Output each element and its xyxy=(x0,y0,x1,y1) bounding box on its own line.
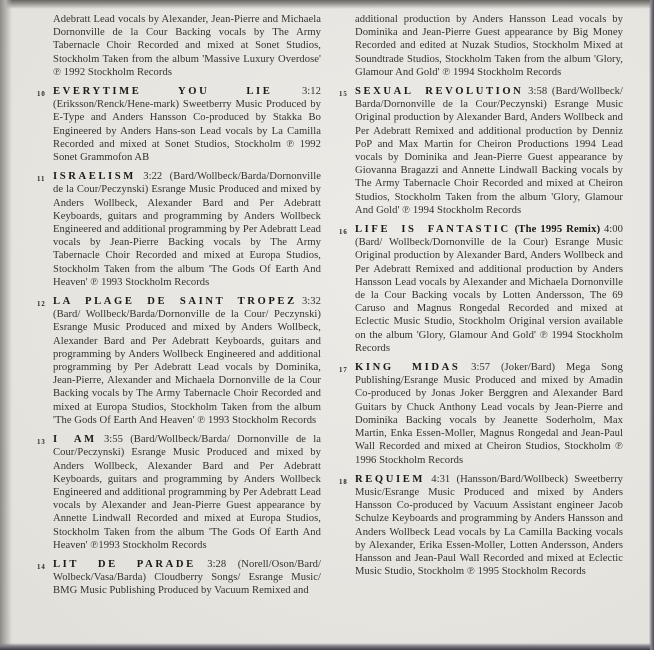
track-credits: (Hansson/Bard/Wollbeck) Sweetberry Music/Esrange Music Produced and mixed by Anders Hansson Co-produced by Vacuum Assistant engineer Jacob Schulze Keyboards and programming by Anders Hansson and Anders Wollbeck Lead vocals by La Camilla Backing vocals by Alexander, Erika Essen-Moller, Lotten Andersson, Anders Hansson and Jean-Paul Wall Recorded and mixed at Eclectic Music Studio, Stockholm ℗ 1995 Stockholm Records xyxy=(355,473,623,578)
credits-content xyxy=(36,13,622,598)
track-credits: (Eriksson/Renck/Hene-mark) Sweetberry Music Produced by E-Type and Anders Hansson Co-produced by Stakka Bo Engineered by Anders Hans-son Lead vocals by La Camilla Recorded and mixed at Sonet Studios, Stockholm ℗ 1992 Sonet Grammofon AB xyxy=(53,99,321,164)
track-entry xyxy=(36,295,321,427)
track-credits: (Bard/Wollbeck/ Barda/Dornonville de la Cour/Peczynski) Esrange Music Original production by Alexander Bard, Anders Wollbeck and Per Adebratt Remixed and additional production by Denniz PoP and Max Martin for Cheiron Productions 1994 Lead vocals by Dominika and Jean-Pierre Guest appearance by Giovanna Bragazzi and Annette Lindwall Backing vocals by The Army Tabernacle Choir Recorded and mixed at Cheiron Studios, Stockholm Taken from the album 'Glory, Glamour And Gold' ℗ 1994 Stockholm Records xyxy=(355,86,624,216)
track-entry xyxy=(338,361,623,467)
track-number: 15 xyxy=(339,91,348,99)
track-title: LA PLAGE DE SAINT TROPEZ xyxy=(53,296,297,308)
track-title: I AM xyxy=(53,434,97,446)
page-edge-right xyxy=(649,0,654,650)
page-edge-bottom xyxy=(0,643,654,650)
track-credits: (Bard/Wollbeck/Barda/Dornonville de la Cour/Peczynski) Esrange Music Produced and mixed by Anders Wollbeck, Alexander Bard and Per Adebratt Keyboards, guitars and programming by Anders Wollbeck Engineered and additional programming by Per Adebratt Lead vocals by Jean-Pierre Backing vocals by The Army Tabernacle Choir Recorded and mixed at Europa Studios, Stockholm Taken from the album 'The Gods Of Earth And Heaven' ℗ 1993 Stockholm Records xyxy=(53,171,322,288)
track-title: REQUIEM xyxy=(355,473,425,485)
track-time: 3:55 xyxy=(103,434,123,446)
column-right xyxy=(338,13,623,598)
track-time: 3:22 xyxy=(143,171,163,183)
track-entry xyxy=(338,473,623,579)
track-number: 11 xyxy=(37,176,46,184)
track-list-right xyxy=(338,85,623,578)
track-entry xyxy=(36,558,321,598)
track-number: 12 xyxy=(37,301,46,309)
track-entry xyxy=(36,433,321,552)
track-credits: (Norell/Oson/Bard/ Wolbeck/Vasa/Barda) Cloudberry Songs/ Esrange Music/ BMG Music Publishing Produced by Vacuum Remixed and xyxy=(53,558,322,597)
track-subtitle: (The 1995 Remix) xyxy=(510,224,601,236)
track-entry xyxy=(338,85,623,217)
page-edge-left xyxy=(0,0,12,650)
track-title: LIT DE PARADE xyxy=(53,558,196,570)
track-time: 3:32 xyxy=(301,296,321,308)
track-number: 16 xyxy=(339,229,348,237)
track-credits: (Bard/ Wollbeck/Dornonville de la Cour) Esrange Music Original production by Alexander Bard, Anders Wollbeck and Per Adebratt Remixed and additional production by Anders Hansson Lead vocals by Alexander and Michaela Dornonville de la Cour Backing vocals by Lotten Andersson, The 69 Caruso and Magnus Rongedal Recorded and mixed at Eclectic Music Studio, Stockholm Original version available on the album 'Glory, Glamour And Gold' ℗ 1994 Stockholm Records xyxy=(355,237,623,354)
track-title: LIFE IS FANTASTIC xyxy=(355,224,511,236)
track-title: EVERYTIME YOU LIE xyxy=(53,86,273,98)
track-number: 17 xyxy=(339,367,348,375)
track-credits: (Bard/ Wollbeck/Barda/Dornonville de la Cour/ Peczynski) Esrange Music Produced and mixed by Anders Wollbeck, Alexander Bard and Per Adebratt Keyboards, guitars and programming by Anders Wollbeck Engineered and additional programming by Per Adebratt Lead vocals by Dominika, Jean-Pierre, Alexander and Michaela Dornonville de la Cour Backing vocals by The Army Tabernacle Choir Recorded and mixed at Europa Studios, Stockholm Taken from the album 'The Gods Of Earth And Heaven' ℗ 1993 Stockholm Records xyxy=(53,309,321,426)
track-number: 18 xyxy=(339,478,348,486)
track-title: SEXUAL REVOLUTION xyxy=(355,86,524,98)
track-title: KING MIDAS xyxy=(355,362,461,374)
page-edge-top xyxy=(0,0,654,9)
track-number: 14 xyxy=(37,564,46,572)
track-time: 3:12 xyxy=(301,86,321,98)
track-time: 3:58 xyxy=(528,86,548,98)
track-number: 13 xyxy=(37,439,46,447)
track-number: 10 xyxy=(37,91,46,99)
track-title: ISRAELISM xyxy=(53,171,136,183)
continuation-paragraph: Adebratt Lead vocals by Alexander, Jean-Pierre and Michaela Dornonville de la Cour Backing vocals by The Army Tabernacle Choir Recorded and mixed at Sonet Studios, Stockholm Taken from the album 'Massive Luxury Overdose' ℗ 1992 Stockholm Records xyxy=(53,14,321,78)
track-list-left xyxy=(36,85,321,598)
column-left xyxy=(36,13,321,598)
track-time: 4:31 xyxy=(431,473,451,485)
track-time: 4:00 xyxy=(603,224,623,236)
track-credits: (Joker/Bard) Mega Song Publishing/Esrange Music Produced and mixed by Amadin Co-produced by Jonas Joker Berggren and Alexander Bard Guitars by Chuck Anthony Lead vocals by Jean-Pierre and Dominika Backing vocals by Jeanette Soderholm, Max Martin, Enka Essen-Moller, Magnus Rongedal and Jean-Paul Wall Recorded and mixed at Cheiron Studios, Stockholm ℗ 1996 Stockholm Records xyxy=(355,362,623,466)
track-time: 3:57 xyxy=(471,362,491,374)
track-entry xyxy=(36,85,321,164)
track-entry xyxy=(338,223,623,355)
track-credits: (Bard/Wollbeck/Barda/ Dornonville de la Cour/Peczynski) Esrange Music Produced and mixed by Anders Wollbeck, Alexander Bard and Per Adebratt Keyboards, guitars and programming by Anders Wollbeck Engineered and additional programming by Per Adebratt Lead vocals by Alexander and Jean-Pierre Guest appearance by Annette Lindwall Recorded and mixed at Europa Studios, Stockholm Taken from the album 'The Gods Of Earth And Heaven' ℗1993 Stockholm Records xyxy=(53,434,321,551)
continuation-paragraph: additional production by Anders Hansson Lead vocals by Dominika and Jean-Pierre Guest appearance by Big Money Recorded and edited at Nuzak Studios, Stockholm Mixed at Soundtrade Studios, Stockholm Taken from the album 'Glory, Glamour And Gold' ℗ 1994 Stockholm Records xyxy=(355,14,623,78)
track-entry xyxy=(36,170,321,289)
track-time: 3:28 xyxy=(207,558,227,570)
